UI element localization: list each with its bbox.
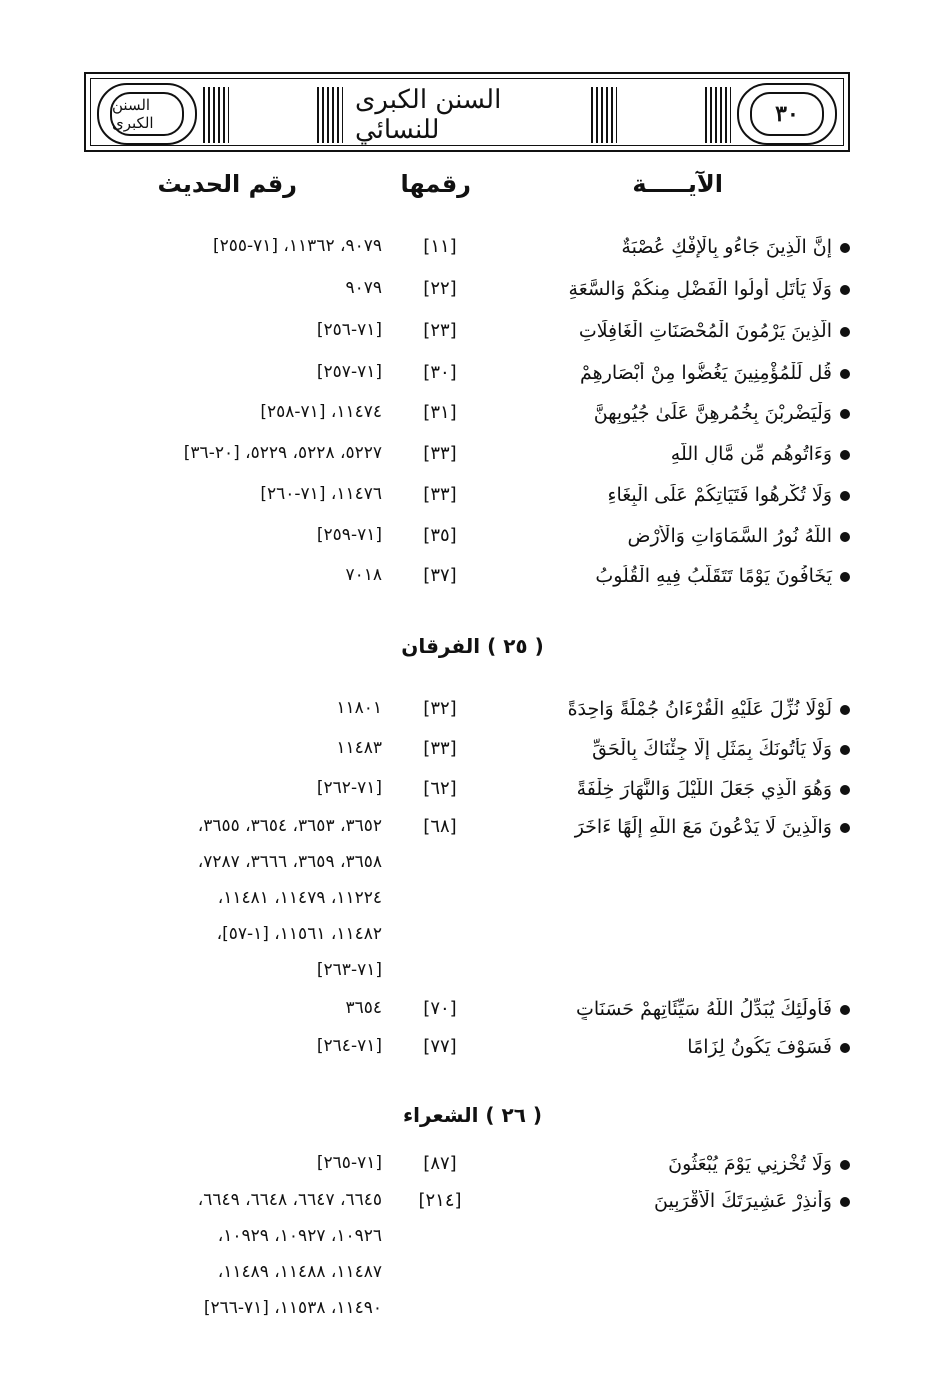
table-row xyxy=(84,443,850,479)
bullet-icon xyxy=(840,823,850,833)
header-inner-frame xyxy=(90,78,844,146)
header-hatch-decoration xyxy=(705,87,731,143)
page-number-ornament xyxy=(737,83,837,145)
verse-number: [٨٧] xyxy=(423,1153,457,1174)
bullet-icon xyxy=(840,705,850,715)
verse-number: [٧٧] xyxy=(423,1036,457,1057)
page-number-frame xyxy=(750,92,824,136)
bullet-icon xyxy=(840,785,850,795)
verse-text: وَلَا يَأْتَلِ أُولُوا الْفَضْلِ مِنكُمْ وَالسَّعَةِ xyxy=(550,278,850,300)
verse-number: [٣١] xyxy=(423,402,457,423)
verse-text: يَخَافُونَ يَوْمًا تَتَقَلَّبُ فِيهِ الْقُلُوبُ xyxy=(550,565,850,587)
hadith-refs: ٥٢٢٧، ٥٢٢٨، ٥٢٢٩، [٢٠-٣٦] xyxy=(183,443,382,463)
table-row xyxy=(84,362,850,398)
bullet-icon xyxy=(840,409,850,419)
hadith-refs: ٧٠١٨ xyxy=(345,565,382,585)
hadith-refs: [٧١-٢٦٤] xyxy=(316,1036,382,1056)
column-heading-verse-number: رقمها xyxy=(400,170,471,198)
header-hatch-decoration xyxy=(203,87,229,143)
book-title: السنن الكبرى للنسائي xyxy=(355,85,502,145)
hadith-refs: ٣٦٥٢، ٣٦٥٣، ٣٦٥٤، ٣٦٥٥، ٣٦٥٨، ٣٦٥٩، ٣٦٦٦، ٧٢٨٧، ١١٢٢٤، ١١٤٧٩، ١١٤٨١، ١١٤٨٢، ١١٥٦١، [١-٥٧]، [٧١-٢٦٣] xyxy=(197,816,382,980)
verse-text: إِنَّ الَّذِينَ جَاءُو بِالْإِفْكِ عُصْبَةٌ xyxy=(550,236,850,258)
verse-text: وَلْيَضْرِبْنَ بِخُمُرِهِنَّ عَلَىٰ جُيُوبِهِنَّ xyxy=(550,402,850,424)
book-seal-ornament xyxy=(97,83,197,145)
table-row xyxy=(84,778,850,814)
verse-text: وَالَّذِينَ لَا يَدْعُونَ مَعَ اللَّهِ إِلَٰهًا ءَاخَرَ xyxy=(550,816,850,838)
verse-text: لَوْلَا نُزِّلَ عَلَيْهِ الْقُرْءَانُ جُمْلَةً وَاحِدَةً xyxy=(550,698,850,720)
hadith-refs: [٧١-٢٥٧] xyxy=(316,362,382,382)
verse-number: [٣٠] xyxy=(423,362,457,383)
verse-text: اللَّهُ نُورُ السَّمَاوَاتِ وَالْأَرْضِ xyxy=(550,525,850,547)
verse-number: [٣٣] xyxy=(423,443,457,464)
book-seal-text: السنن الكبرى xyxy=(110,92,184,136)
bullet-icon xyxy=(840,285,850,295)
table-row xyxy=(84,816,850,1006)
verse-text: الَّذِينَ يَرْمُونَ الْمُحْصَنَاتِ الْغَافِلَاتِ xyxy=(550,320,850,342)
verse-text: وَءَاتُوهُم مِّن مَّالِ اللَّهِ xyxy=(550,443,850,465)
table-row xyxy=(84,698,850,734)
header-hatch-decoration xyxy=(317,87,343,143)
table-row xyxy=(84,738,850,774)
surah-heading-furqan: ( ٢٥ ) الفرقان xyxy=(401,634,544,658)
verse-number: [٦٨] xyxy=(423,816,457,837)
bullet-icon xyxy=(840,491,850,501)
bullet-icon xyxy=(840,1160,850,1170)
header-hatch-decoration xyxy=(591,87,617,143)
hadith-refs: [٧١-٢٦٢] xyxy=(316,778,382,798)
bullet-icon xyxy=(840,369,850,379)
hadith-refs: ١١٤٧٤، [٧١-٢٥٨] xyxy=(260,402,382,422)
hadith-refs: ٩٠٧٩ xyxy=(345,278,382,298)
verse-number: [١١] xyxy=(423,236,457,257)
column-heading-verse: الآيـــــة xyxy=(632,170,723,198)
hadith-refs: ١١٤٧٦، [٧١-٢٦٠] xyxy=(260,484,382,504)
hadith-refs: ٣٦٥٤ xyxy=(345,998,382,1018)
hadith-refs: [٧١-٢٦٥] xyxy=(316,1153,382,1173)
table-row xyxy=(84,525,850,561)
hadith-refs: ٦٦٤٥، ٦٦٤٧، ٦٦٤٨، ٦٦٤٩، ١٠٩٢٦، ١٠٩٢٧، ١٠٩٢٩، ١١٤٨٧، ١١٤٨٨، ١١٤٨٩، ١١٤٩٠، ١١٥٣٨، [٧١-٢٦٦] xyxy=(197,1190,382,1318)
verse-number: [٢١٤] xyxy=(418,1190,462,1211)
table-row xyxy=(84,278,850,314)
verse-text: وَهُوَ الَّذِي جَعَلَ اللَّيْلَ وَالنَّهَارَ خِلْفَةً xyxy=(550,778,850,800)
bullet-icon xyxy=(840,1005,850,1015)
table-row xyxy=(84,1036,850,1072)
surah-heading-shuara: ( ٢٦ ) الشعراء xyxy=(402,1103,543,1127)
verse-number: [٣٣] xyxy=(423,738,457,759)
bullet-icon xyxy=(840,243,850,253)
bullet-icon xyxy=(840,1043,850,1053)
hadith-refs: ١١٨٠١ xyxy=(336,698,382,718)
verse-number: [٣٢] xyxy=(423,698,457,719)
table-row xyxy=(84,1190,850,1340)
hadith-refs: ٩٠٧٩، ١١٣٦٢، [٧١-٢٥٥] xyxy=(212,236,382,256)
verse-text: وَلَا يَأْتُونَكَ بِمَثَلٍ إِلَّا جِئْنَاكَ بِالْحَقِّ xyxy=(550,738,850,760)
verse-number: [٢٣] xyxy=(423,320,457,341)
verse-number: [٣٣] xyxy=(423,484,457,505)
bullet-icon xyxy=(840,1197,850,1207)
table-row xyxy=(84,565,850,601)
verse-number: [٣٧] xyxy=(423,565,457,586)
bullet-icon xyxy=(840,745,850,755)
verse-text: وَأَنذِرْ عَشِيرَتَكَ الْأَقْرَبِينَ xyxy=(550,1190,850,1212)
bullet-icon xyxy=(840,450,850,460)
table-row xyxy=(84,484,850,520)
bullet-icon xyxy=(840,572,850,582)
table-row xyxy=(84,1153,850,1189)
column-heading-hadith-number: رقم الحديث xyxy=(157,170,297,198)
table-row xyxy=(84,402,850,438)
hadith-refs: ١١٤٨٣ xyxy=(336,738,382,758)
table-row xyxy=(84,998,850,1034)
verse-number: [٢٢] xyxy=(423,278,457,299)
verse-number: [٣٥] xyxy=(423,525,457,546)
bullet-icon xyxy=(840,532,850,542)
hadith-refs: [٧١-٢٥٦] xyxy=(316,320,382,340)
verse-number: [٧٠] xyxy=(423,998,457,1019)
bullet-icon xyxy=(840,327,850,337)
hadith-refs: [٧١-٢٥٩] xyxy=(316,525,382,545)
verse-text: قُل لِّلْمُؤْمِنِينَ يَغُضُّوا مِنْ أَبْصَارِهِمْ xyxy=(550,362,850,384)
page-header xyxy=(84,72,850,152)
verse-text: وَلَا تُخْزِنِي يَوْمَ يُبْعَثُونَ xyxy=(550,1153,850,1175)
verse-text: وَلَا تُكْرِهُوا فَتَيَاتِكُمْ عَلَى الْبِغَاءِ xyxy=(550,484,850,506)
verse-text: فَسَوْفَ يَكُونُ لِزَامًا xyxy=(550,1036,850,1058)
table-row xyxy=(84,236,850,272)
page-number: ٣٠ xyxy=(775,101,799,127)
verse-text: فَأُولَٰئِكَ يُبَدِّلُ اللَّهُ سَيِّئَاتِهِمْ حَسَنَاتٍ xyxy=(550,998,850,1020)
table-row xyxy=(84,320,850,356)
verse-number: [٦٢] xyxy=(423,778,457,799)
